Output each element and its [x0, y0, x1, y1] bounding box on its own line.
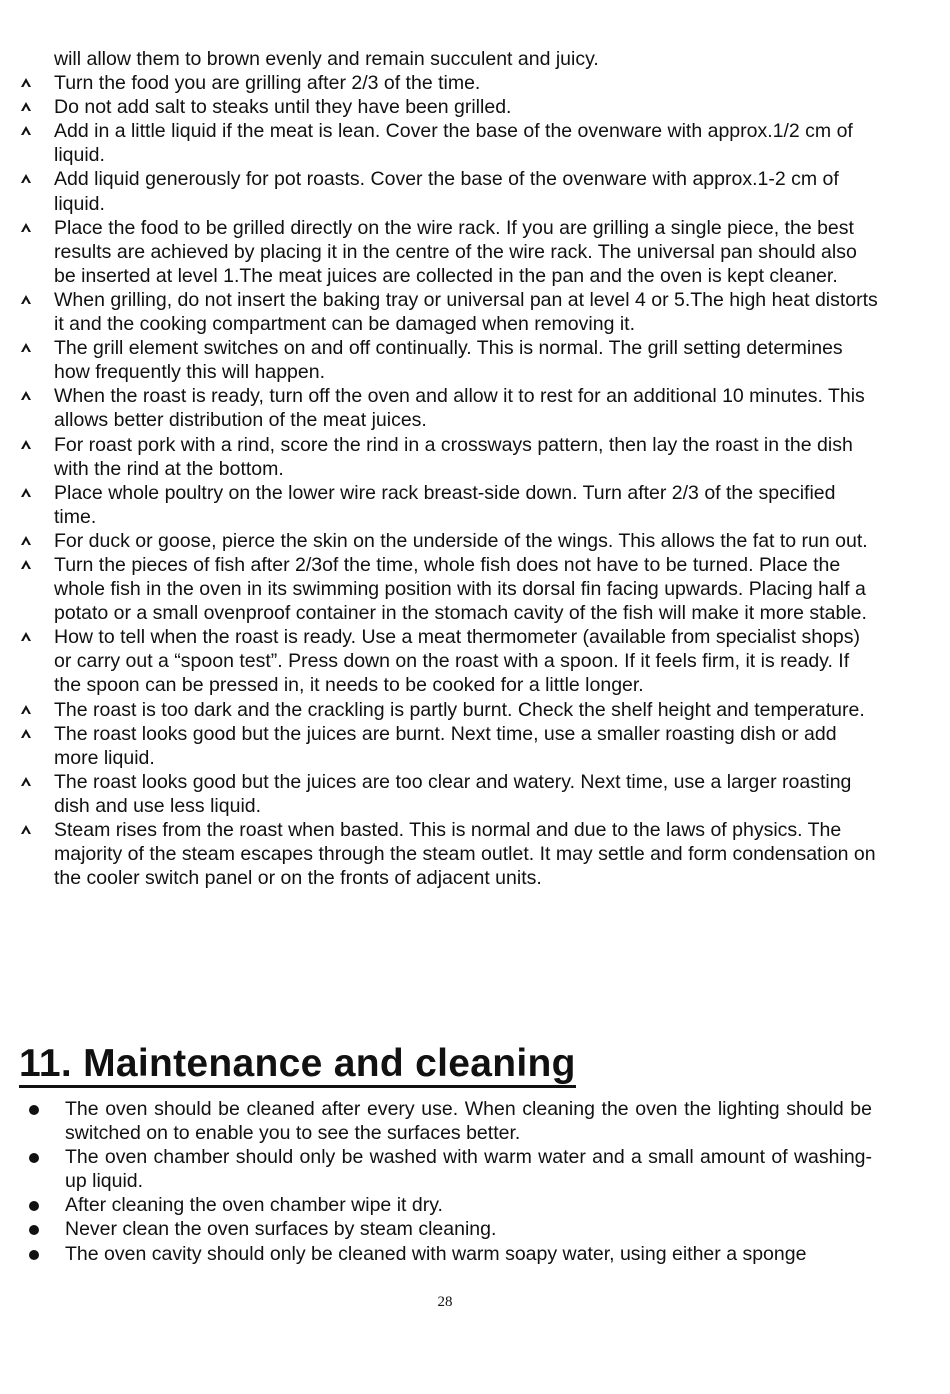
tip-item: Steam rises from the roast when basted. This is normal and due to the laws of physics. The majority of the steam escapes through the steam outlet. It may settle and form condensation on the cooler switch panel or on the fronts of adjacent units.	[20, 818, 880, 890]
tip-item: When the roast is ready, turn off the oven and allow it to rest for an additional 10 minutes. This allows better distribution of the meat juices.	[20, 384, 880, 432]
caret-bullet-icon	[20, 71, 40, 95]
caret-bullet-icon	[20, 95, 40, 119]
caret-bullet-icon	[20, 770, 40, 794]
bullet-dot-icon	[29, 1225, 39, 1235]
caret-bullet-icon	[20, 119, 40, 143]
caret-bullet-icon	[20, 625, 40, 649]
tip-item: Turn the food you are grilling after 2/3 of the time.	[20, 71, 880, 95]
caret-bullet-icon	[20, 288, 40, 312]
page-number: 28	[437, 1294, 453, 1310]
maintenance-item: Never clean the oven surfaces by steam cleaning.	[20, 1217, 872, 1241]
caret-bullet-icon	[20, 529, 40, 553]
bullet-dot-icon	[29, 1201, 39, 1211]
tip-item: For duck or goose, pierce the skin on the underside of the wings. This allows the fat to run out.	[20, 529, 880, 553]
caret-bullet-icon	[20, 384, 40, 408]
tip-item: When grilling, do not insert the baking tray or universal pan at level 4 or 5.The high heat distorts it and the cooking compartment can be damaged when removing it.	[20, 288, 880, 336]
tip-item: The roast looks good but the juices are too clear and watery. Next time, use a larger roasting dish and use less liquid.	[20, 770, 880, 818]
caret-bullet-icon	[20, 216, 40, 240]
caret-bullet-icon	[20, 481, 40, 505]
tip-item: The roast is too dark and the crackling is partly burnt. Check the shelf height and temperature.	[20, 698, 880, 722]
section-heading: 11. Maintenance and cleaning	[19, 1037, 576, 1091]
caret-bullet-icon	[20, 336, 40, 360]
caret-bullet-icon	[20, 818, 40, 842]
caret-bullet-icon	[20, 553, 40, 577]
maintenance-item: The oven should be cleaned after every use. When cleaning the oven the lighting should be switched on to enable you to see the surfaces better.	[20, 1097, 872, 1145]
grilling-tips-list	[20, 47, 880, 890]
tip-item: Turn the pieces of fish after 2/3of the time, whole fish does not have to be turned. Place the whole fish in the oven in its swimming position with its dorsal fin facing upwards. Placing half a potato or a small ovenproof container in the stomach cavity of the fish will make it more stable.	[20, 553, 880, 625]
tip-item: The grill element switches on and off continually. This is normal. The grill setting determines how frequently this will happen.	[20, 336, 880, 384]
maintenance-item: The oven chamber should only be washed with warm water and a small amount of washing-up liquid.	[20, 1145, 872, 1193]
tip-item: The roast looks good but the juices are burnt. Next time, use a smaller roasting dish or add more liquid.	[20, 722, 880, 770]
tip-item: Place whole poultry on the lower wire rack breast-side down. Turn after 2/3 of the specified time.	[20, 481, 880, 529]
maintenance-item: After cleaning the oven chamber wipe it dry.	[20, 1193, 872, 1217]
caret-bullet-icon	[20, 433, 40, 457]
tip-item: Do not add salt to steaks until they have been grilled.	[20, 95, 880, 119]
bullet-dot-icon	[29, 1105, 39, 1115]
caret-bullet-icon	[20, 167, 40, 191]
tip-item: How to tell when the roast is ready. Use a meat thermometer (available from specialist shops) or carry out a “spoon test”. Press down on the roast with a spoon. If it feels firm, it is ready. If the spoon can be pressed in, it needs to be cooked for a little longer.	[20, 625, 880, 697]
tip-item: Add in a little liquid if the meat is lean. Cover the base of the ovenware with approx.1/2 cm of liquid.	[20, 119, 880, 167]
maintenance-item: The oven cavity should only be cleaned with warm soapy water, using either a sponge	[20, 1242, 872, 1266]
tip-item: Add liquid generously for pot roasts. Cover the base of the ovenware with approx.1-2 cm of liquid.	[20, 167, 880, 215]
caret-bullet-icon	[20, 698, 40, 722]
bullet-dot-icon	[29, 1250, 39, 1260]
maintenance-list	[20, 1097, 872, 1266]
caret-bullet-icon	[20, 722, 40, 746]
tip-item: For roast pork with a rind, score the rind in a crossways pattern, then lay the roast in the dish with the rind at the bottom.	[20, 433, 880, 481]
tip-item: Place the food to be grilled directly on the wire rack. If you are grilling a single piece, the best results are achieved by placing it in the centre of the wire rack. The universal pan should also be inserted at level 1.The meat juices are collected in the pan and the oven is kept cleaner.	[20, 216, 880, 288]
tip-continuation: will allow them to brown evenly and remain succulent and juicy.	[54, 48, 599, 70]
bullet-dot-icon	[29, 1153, 39, 1163]
